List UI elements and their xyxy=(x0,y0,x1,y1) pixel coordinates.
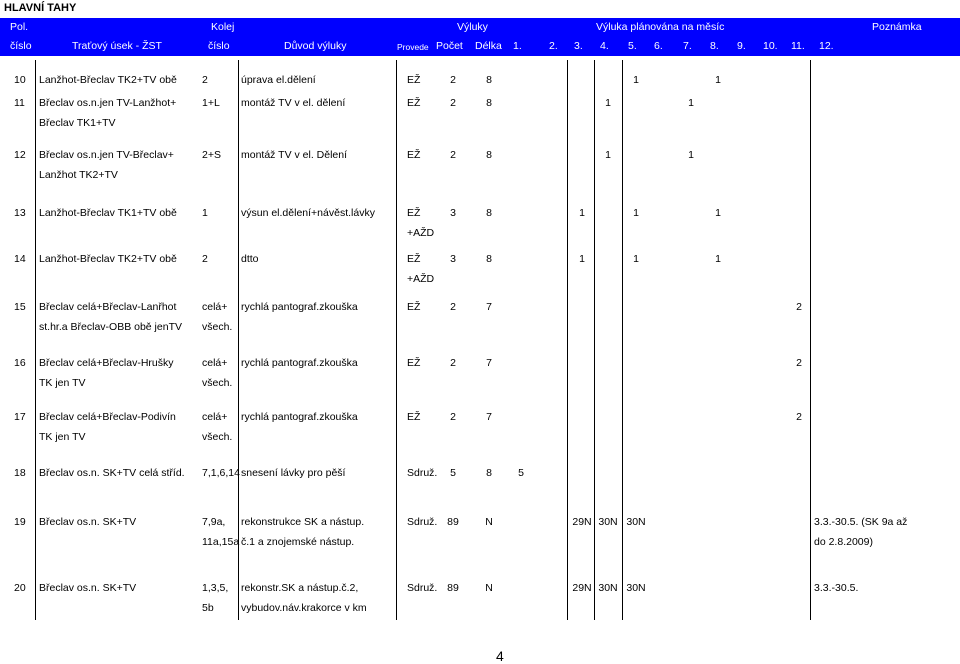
cell-month-8: 1 xyxy=(715,253,721,265)
header-month: 7. xyxy=(683,40,692,52)
cell-usek: Břeclav celá+Břeclav-Podivín xyxy=(39,411,176,423)
cell-delka: 8 xyxy=(486,149,492,161)
cell-note: 3.3.-30.5. xyxy=(814,582,859,594)
header-month: 10. xyxy=(763,40,778,52)
cell-month-8: 1 xyxy=(715,74,721,86)
cell-kolej: 1+L xyxy=(202,97,220,109)
cell-duvod: montáž TV v el. dělení xyxy=(241,97,346,109)
cell-month-4: 30N xyxy=(598,516,618,528)
header-month: 11. xyxy=(791,40,805,52)
cell-kolej: celá+ xyxy=(202,411,228,423)
cell-duvod: dtto xyxy=(241,253,259,265)
cell-month-4: 30N xyxy=(598,582,618,594)
cell-duvod: rychlá pantograf.zkouška xyxy=(241,301,358,313)
header-month: 6. xyxy=(654,40,663,52)
cell-note: 3.3.-30.5. (SK 9a až xyxy=(814,516,908,528)
cell-month-5: 1 xyxy=(633,253,639,265)
cell-pol: 14 xyxy=(14,253,26,265)
cell-delka: 7 xyxy=(486,357,492,369)
cell-pol: 12 xyxy=(14,149,26,161)
cell-pocet: 2 xyxy=(450,411,456,423)
cell-provede: +AŽD xyxy=(407,273,435,285)
column-separator xyxy=(35,60,36,620)
cell-usek: Lanžhot-Břeclav TK2+TV obě xyxy=(39,74,177,86)
header-kolej: Kolej xyxy=(211,21,235,33)
cell-month-11: 2 xyxy=(796,301,802,313)
cell-pol: 18 xyxy=(14,467,26,479)
cell-duvod: výsun el.dělení+návěst.lávky xyxy=(241,207,375,219)
cell-pol: 16 xyxy=(14,357,26,369)
header-month: 1. xyxy=(513,40,522,52)
header-kolej-cislo: číslo xyxy=(208,40,230,52)
cell-usek: Břeclav os.n. SK+TV xyxy=(39,582,137,594)
cell-delka: 7 xyxy=(486,301,492,313)
cell-pocet: 3 xyxy=(450,253,456,265)
cell-provede: Sdruž. xyxy=(407,516,438,528)
table-header xyxy=(0,18,960,56)
cell-usek: Břeclav os.n.jen TV-Lanžhot+ xyxy=(39,97,177,109)
cell-usek: Břeclav os.n. SK+TV xyxy=(39,516,137,528)
cell-usek: st.hr.a Břeclav-OBB obě jenTV xyxy=(39,321,182,333)
cell-kolej: celá+ xyxy=(202,301,228,313)
cell-kolej: 2+S xyxy=(202,149,221,161)
cell-month-7: 1 xyxy=(688,149,694,161)
cell-month-4: 1 xyxy=(605,97,611,109)
column-separator xyxy=(622,60,623,620)
column-separator xyxy=(396,60,397,620)
cell-note: do 2.8.2009) xyxy=(814,536,873,548)
header-month: 8. xyxy=(710,40,719,52)
cell-usek: Břeclav os.n. SK+TV celá stříd. xyxy=(39,467,185,479)
header-usek: Traťový úsek - ŽST xyxy=(72,40,162,52)
cell-pol: 15 xyxy=(14,301,26,313)
cell-provede: EŽ xyxy=(407,74,421,86)
cell-provede: EŽ xyxy=(407,97,421,109)
cell-delka: 8 xyxy=(486,253,492,265)
header-cislo: číslo xyxy=(10,40,32,52)
cell-delka: 7 xyxy=(486,411,492,423)
cell-pol: 10 xyxy=(14,74,26,86)
cell-kolej: 5b xyxy=(202,602,214,614)
cell-duvod: č.1 a znojemské nástup. xyxy=(241,536,355,548)
cell-pol: 13 xyxy=(14,207,26,219)
cell-usek: TK jen TV xyxy=(39,431,86,443)
header-delka: Délka xyxy=(475,40,502,52)
cell-pol: 17 xyxy=(14,411,26,423)
header-pocet: Počet xyxy=(436,40,463,52)
cell-duvod: rekonstrukce SK a nástup. xyxy=(241,516,365,528)
header-vyluky: Výluky xyxy=(457,21,488,33)
cell-delka: N xyxy=(485,582,493,594)
cell-usek: Lanžhot-Břeclav TK1+TV obě xyxy=(39,207,177,219)
header-month: 12. xyxy=(819,40,834,52)
cell-usek: Břeclav celá+Břeclav-Lanřhot xyxy=(39,301,177,313)
cell-delka: 8 xyxy=(486,467,492,479)
cell-kolej: 1 xyxy=(202,207,208,219)
cell-kolej: všech. xyxy=(202,321,233,333)
cell-duvod: rychlá pantograf.zkouška xyxy=(241,411,358,423)
cell-duvod: úprava el.dělení xyxy=(241,74,316,86)
cell-pocet: 89 xyxy=(447,582,459,594)
cell-provede: EŽ xyxy=(407,149,421,161)
cell-month-5: 30N xyxy=(626,582,646,594)
cell-kolej: 2 xyxy=(202,253,208,265)
column-separator xyxy=(594,60,595,620)
cell-month-7: 1 xyxy=(688,97,694,109)
cell-duvod: snesení lávky pro pěší xyxy=(241,467,346,479)
cell-pol: 19 xyxy=(14,516,26,528)
header-planned: Výluka plánována na měsíc xyxy=(596,21,725,33)
header-provede: Provede xyxy=(397,42,429,52)
cell-kolej: celá+ xyxy=(202,357,228,369)
cell-kolej: 1,3,5, xyxy=(202,582,229,594)
cell-month-3: 29N xyxy=(572,582,592,594)
cell-month-11: 2 xyxy=(796,411,802,423)
page-number: 4 xyxy=(496,648,504,664)
cell-kolej: 11a,15a xyxy=(202,536,240,548)
cell-usek: Břeclav os.n.jen TV-Břeclav+ xyxy=(39,149,174,161)
cell-kolej: všech. xyxy=(202,431,233,443)
cell-usek: Lanžhot TK2+TV xyxy=(39,169,118,181)
cell-provede: Sdruž. xyxy=(407,582,438,594)
cell-duvod: vybudov.náv.krakorce v km xyxy=(241,602,367,614)
cell-provede: EŽ xyxy=(407,411,421,423)
cell-pocet: 89 xyxy=(447,516,459,528)
cell-pocet: 2 xyxy=(450,97,456,109)
cell-month-3: 1 xyxy=(579,253,585,265)
cell-delka: 8 xyxy=(486,97,492,109)
column-separator xyxy=(810,60,811,620)
cell-provede: EŽ xyxy=(407,207,421,219)
cell-pol: 11 xyxy=(14,97,25,109)
cell-delka: 8 xyxy=(486,207,492,219)
cell-usek: Břeclav celá+Břeclav-Hrušky xyxy=(39,357,174,369)
cell-month-11: 2 xyxy=(796,357,802,369)
cell-month-3: 29N xyxy=(572,516,592,528)
header-duvod: Důvod výluky xyxy=(284,40,347,52)
cell-pol: 20 xyxy=(14,582,26,594)
cell-usek: Lanžhot-Břeclav TK2+TV obě xyxy=(39,253,177,265)
cell-provede: EŽ xyxy=(407,357,421,369)
cell-kolej: 7,9a, xyxy=(202,516,226,528)
cell-month-5: 1 xyxy=(633,207,639,219)
header-month: 3. xyxy=(574,40,583,52)
cell-month-5: 30N xyxy=(626,516,646,528)
header-month: 2. xyxy=(549,40,558,52)
cell-month-1: 5 xyxy=(518,467,524,479)
cell-duvod: montáž TV v el. Dělení xyxy=(241,149,348,161)
cell-delka: N xyxy=(485,516,493,528)
cell-pocet: 5 xyxy=(450,467,456,479)
cell-pocet: 2 xyxy=(450,301,456,313)
cell-kolej: 2 xyxy=(202,74,208,86)
header-month: 4. xyxy=(600,40,609,52)
header-month: 9. xyxy=(737,40,746,52)
cell-pocet: 2 xyxy=(450,74,456,86)
cell-month-4: 1 xyxy=(605,149,611,161)
cell-month-8: 1 xyxy=(715,207,721,219)
header-month: 5. xyxy=(628,40,637,52)
cell-provede: Sdruž. xyxy=(407,467,438,479)
cell-duvod: rekonstr.SK a nástup.č.2, xyxy=(241,582,359,594)
cell-usek: Břeclav TK1+TV xyxy=(39,117,116,129)
cell-provede: EŽ xyxy=(407,301,421,313)
column-separator xyxy=(567,60,568,620)
page-title: HLAVNÍ TAHY xyxy=(4,2,77,14)
cell-duvod: rychlá pantograf.zkouška xyxy=(241,357,358,369)
cell-month-3: 1 xyxy=(579,207,585,219)
cell-usek: TK jen TV xyxy=(39,377,86,389)
cell-pocet: 2 xyxy=(450,149,456,161)
cell-kolej: 7,1,6,14 xyxy=(202,467,240,479)
cell-month-5: 1 xyxy=(633,74,639,86)
cell-pocet: 2 xyxy=(450,357,456,369)
cell-kolej: všech. xyxy=(202,377,233,389)
cell-delka: 8 xyxy=(486,74,492,86)
header-note: Poznámka xyxy=(872,21,922,33)
cell-pocet: 3 xyxy=(450,207,456,219)
cell-provede: +AŽD xyxy=(407,227,435,239)
cell-provede: EŽ xyxy=(407,253,421,265)
header-pol: Pol. xyxy=(10,21,29,33)
